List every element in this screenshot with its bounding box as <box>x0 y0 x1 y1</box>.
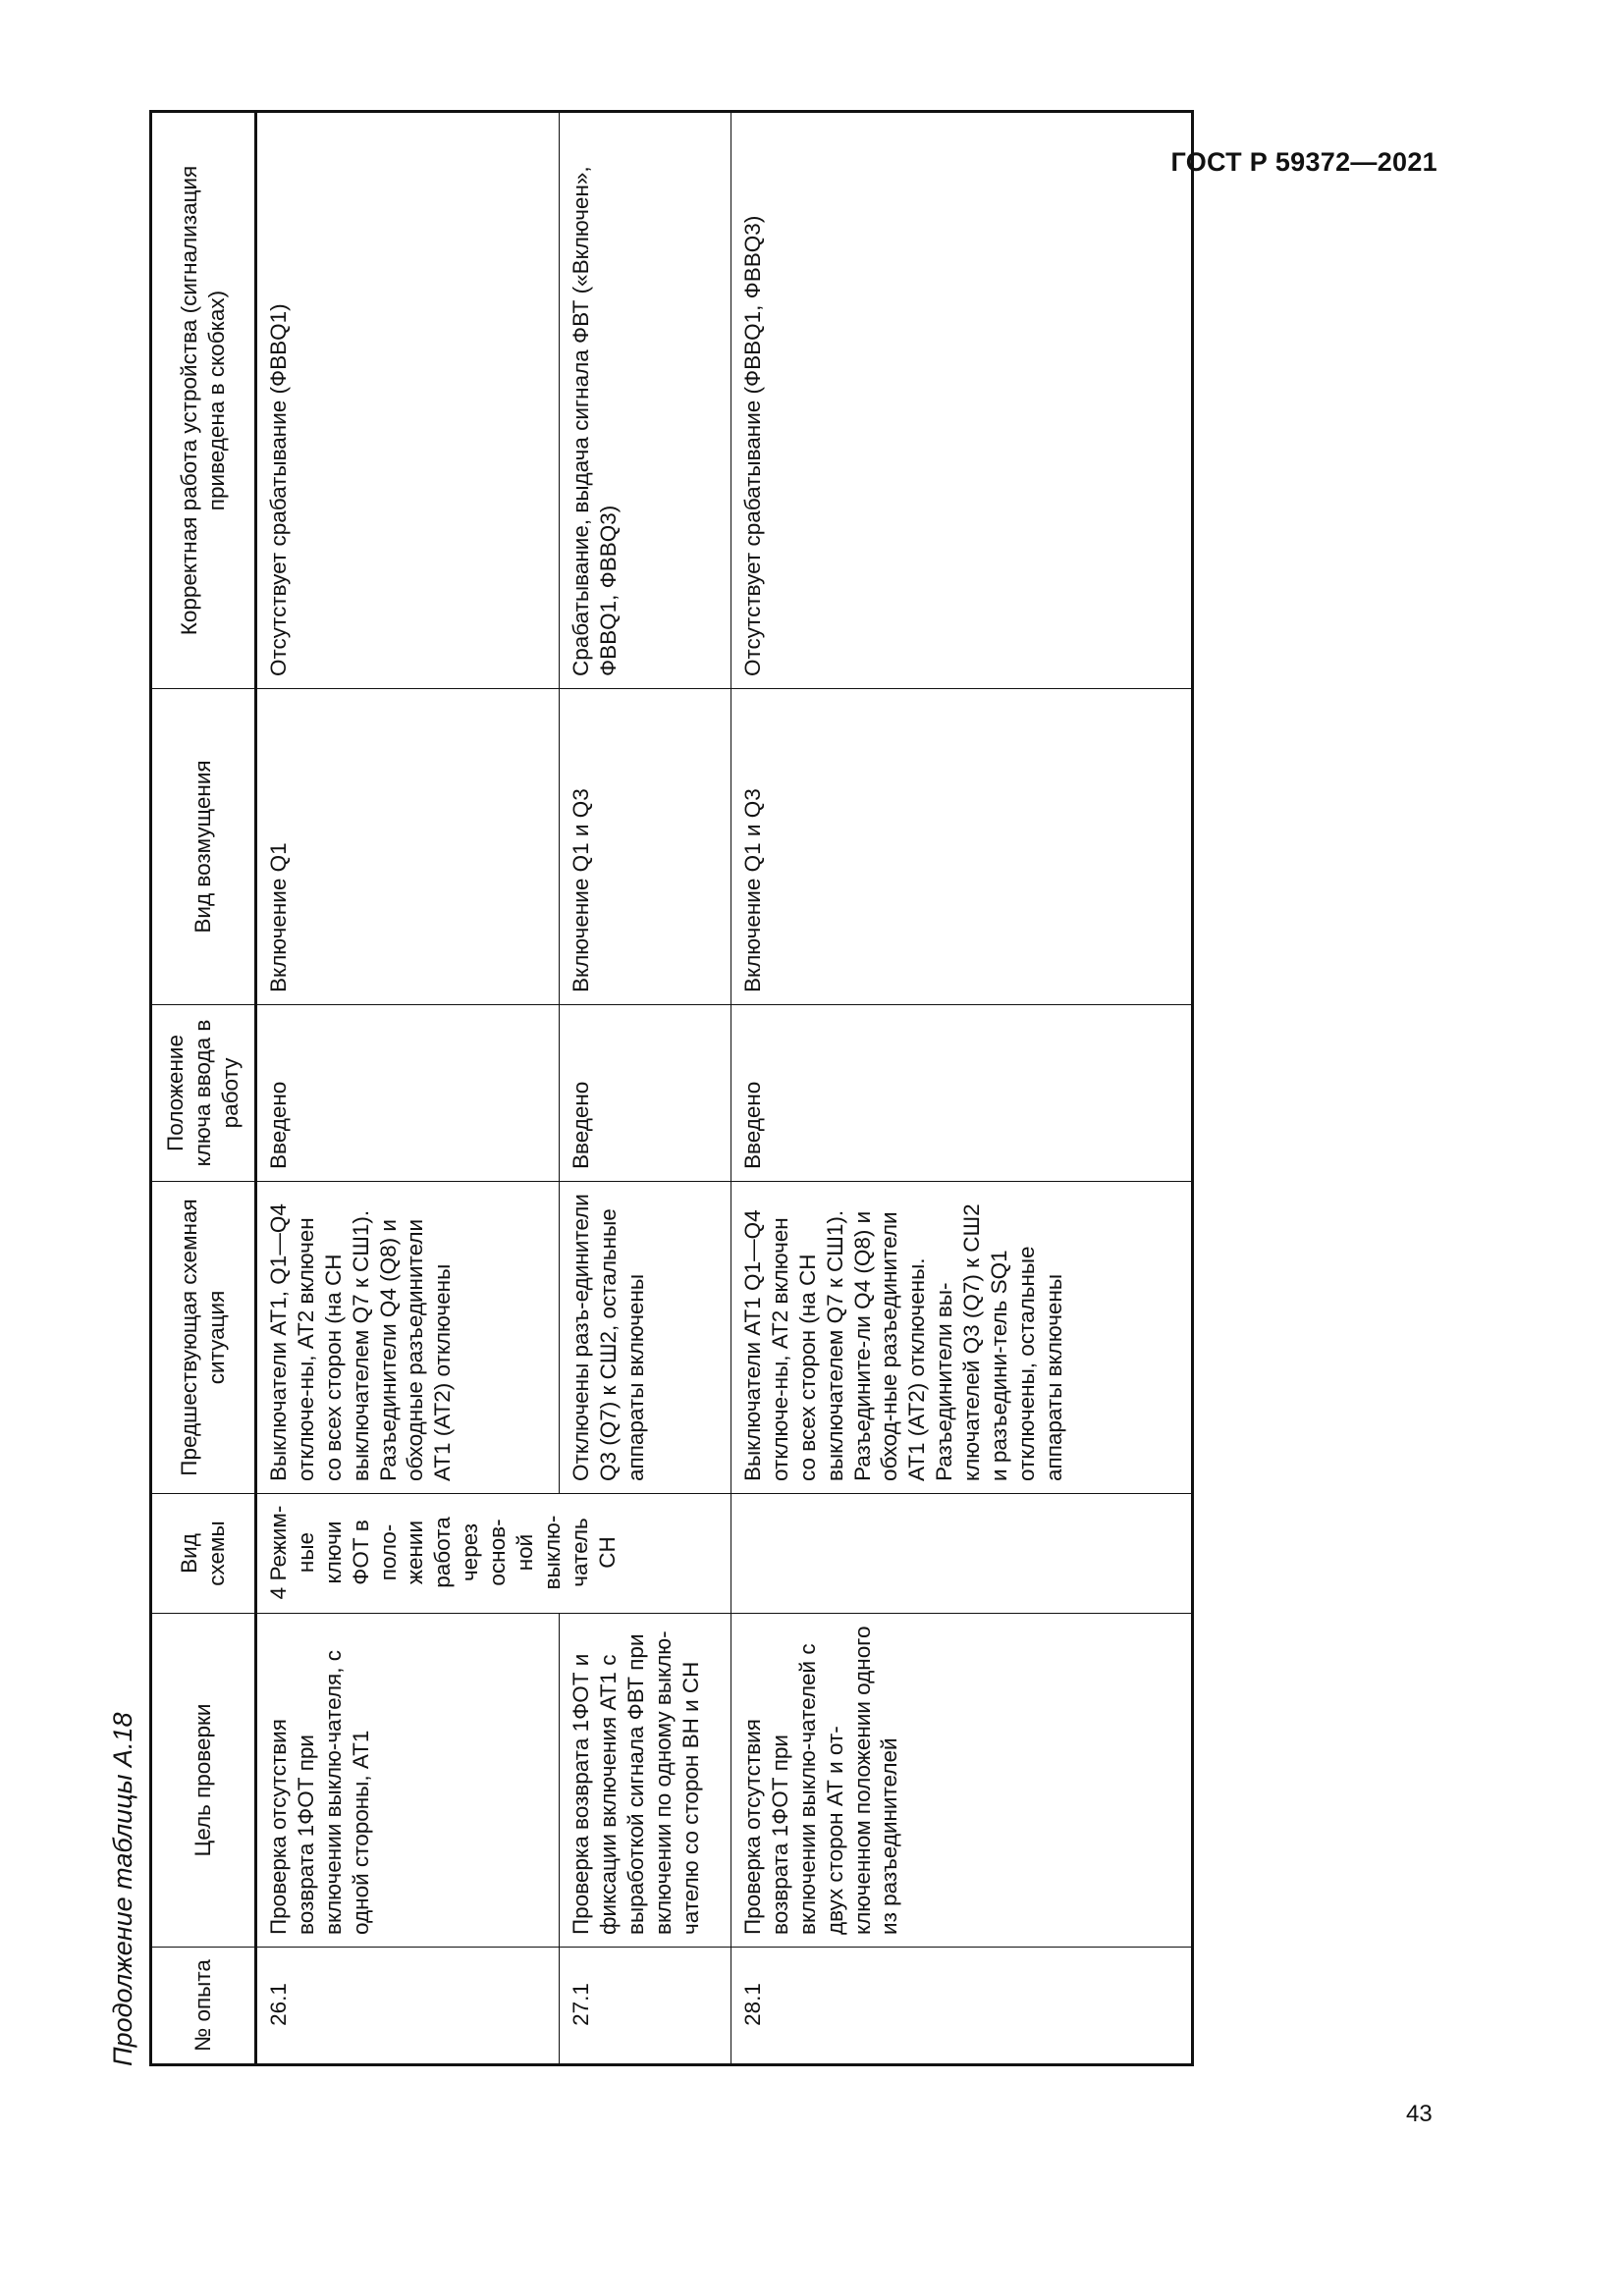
table-header-row <box>151 112 256 2065</box>
table-row <box>731 112 1193 2065</box>
cell-situation: Отключены разъ-единители Q3 (Q7) к СШ2, остальные аппараты включены <box>560 1182 731 1494</box>
column-header-disturbance: Вид возмущения <box>151 689 256 1005</box>
cell-disturbance: Включение Q1 и Q3 <box>560 689 731 1005</box>
cell-situation: Выключатели АТ1, Q1—Q4 отключе-ны, АТ2 включен со всех сторон (на СН выключателем Q7 к СШ1). Разъединители Q4 (Q8) и обходные разъединители АТ1 (АТ2) отключены <box>256 1182 560 1494</box>
page-number: 43 <box>1406 2101 1433 2127</box>
cell-num: 27.1 <box>560 1948 731 2065</box>
column-header-correct-operation: Корректная работа устройства (сигнализация приведена в скобках) <box>151 112 256 689</box>
table-row <box>560 112 731 2065</box>
column-header-goal: Цель проверки <box>151 1614 256 1948</box>
table-row <box>256 112 560 2065</box>
cell-num: 28.1 <box>731 1948 1193 2065</box>
column-header-num: № опыта <box>151 1948 256 2065</box>
cell-disturbance: Включение Q1 и Q3 <box>731 689 1193 1005</box>
cell-key-position: Введено <box>256 1005 560 1182</box>
cell-correct-operation: Отсутствует срабатывание (ФВВQ1) <box>256 112 560 689</box>
cell-correct-operation: Отсутствует срабатывание (ФВВQ1, ФВВQ3) <box>731 112 1193 689</box>
cell-key-position: Введено <box>560 1005 731 1182</box>
column-header-key-position: Положение ключа ввода в работу <box>151 1005 256 1182</box>
rotated-table-sheet <box>108 113 1237 2066</box>
cell-key-position: Введено <box>731 1005 1193 1182</box>
cell-scheme-type: 4 Режим-ные ключи ФОТ в поло-жении работа через основ-ной выклю-чатель СН <box>256 1494 731 1614</box>
cell-goal: Проверка возврата 1ФОТ и фиксации включения АТ1 с выработкой сигнала ФВТ при включении по одному выклю-чателю со сторон ВН и СН <box>560 1614 731 1948</box>
document-code: ГОСТ Р 59372—2021 <box>1170 147 1437 177</box>
column-header-situation: Предшествующая схемная ситуация <box>151 1182 256 1494</box>
cell-goal: Проверка отсутствия возврата 1ФОТ при включении выклю-чателей с двух сторон АТ и от-ключенном положении одного из разъединителей <box>731 1614 1193 1948</box>
cell-situation: Выключатели АТ1 Q1—Q4 отключе-ны, АТ2 включен со всех сторон (на СН выключателем Q7 к СШ1). Разъедините-ли Q4 (Q8) и обход-ные разъединители АТ1 (АТ2) отключены. Разъединители вы-ключателей Q3 (Q7) к СШ2 и разъедини-тель SQ1 отключены, остальные аппараты включены <box>731 1182 1193 1494</box>
cell-correct-operation: Срабатывание, выдача сигнала ФВТ («Включен», ФВВQ1, ФВВQ3) <box>560 112 731 689</box>
column-header-scheme-type: Вид схемы <box>151 1494 256 1614</box>
test-table <box>149 110 1194 2066</box>
table-caption: Продолжение таблицы А.18 <box>108 1712 137 2066</box>
cell-scheme-type-empty <box>731 1494 1193 1614</box>
cell-disturbance: Включение Q1 <box>256 689 560 1005</box>
cell-num: 26.1 <box>256 1948 560 2065</box>
cell-goal: Проверка отсутствия возврата 1ФОТ при включении выклю-чателя, с одной стороны, АТ1 <box>256 1614 560 1948</box>
